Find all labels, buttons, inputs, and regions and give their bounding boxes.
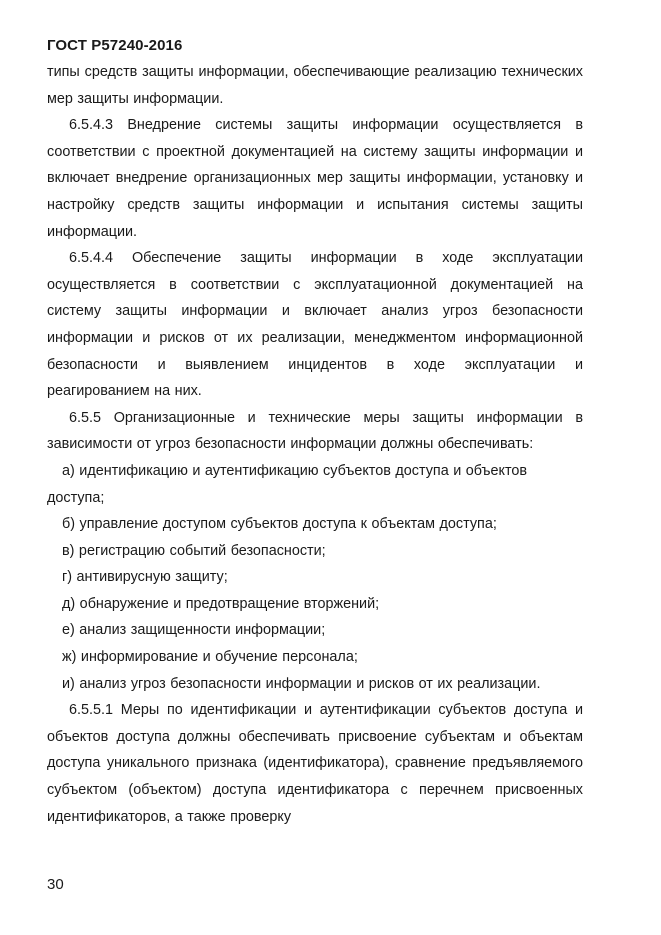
list-item-i: и) анализ угроз безопасности информации и рисков от их реализации. <box>62 675 541 692</box>
list-item-zh: ж) информирование и обучение персонала; <box>62 649 358 666</box>
document-header: ГОСТ Р57240-2016 <box>47 37 183 54</box>
paragraph-6-5-4-4: 6.5.4.4 Обеспечение защиты информации в ходе эксплуатации осуществляется в соответствии с эксплуатационной документацией на систему защиты информации и включает анализ угроз безопасности информации и рисков от их реализации, менеджментом информационной безопасности и выявлением инцидентов в ходе эксплуатации и реагированием на них. <box>47 250 583 400</box>
list-item-e: е) анализ защищенности информации; <box>62 622 326 639</box>
list-item-b: б) управление доступом субъектов доступа к объектам доступа; <box>62 516 497 533</box>
paragraph-6-5-4-3: 6.5.4.3 Внедрение системы защиты информации осуществляется в соответствии с проектной документацией на систему защиты информации и включает внедрение организационных мер защиты информации, установку и настройку средств защиты информации и испытания системы защиты информации. <box>47 117 583 240</box>
paragraph-continuation: типы средств защиты информации, обеспечивающие реализацию технических мер защиты информации. <box>47 64 583 107</box>
paragraph-6-5-5: 6.5.5 Организационные и технические меры защиты информации в зависимости от угроз безопасности информации должны обеспечивать: <box>47 409 583 453</box>
page-number: 30 <box>47 876 64 893</box>
paragraph-6-5-5-1: 6.5.5.1 Меры по идентификации и аутентификации субъектов доступа и объектов доступа должны обеспечивать присвоение субъектам и объектам доступа уникального признака (идентификатора), сравнение предъявляемого субъектом (объектом) доступа идентификатора с перечнем присвоенных идентификаторов, а также проверку <box>47 702 583 825</box>
list-item-a: а) идентификацию и аутентификацию субъектов доступа и объектов доступа; <box>47 462 528 506</box>
list-item-v: в) регистрацию событий безопасности; <box>62 542 326 559</box>
list-item-g: г) антивирусную защиту; <box>62 569 228 586</box>
list-item-d: д) обнаружение и предотвращение вторжений; <box>62 595 380 612</box>
document-body <box>47 59 583 830</box>
